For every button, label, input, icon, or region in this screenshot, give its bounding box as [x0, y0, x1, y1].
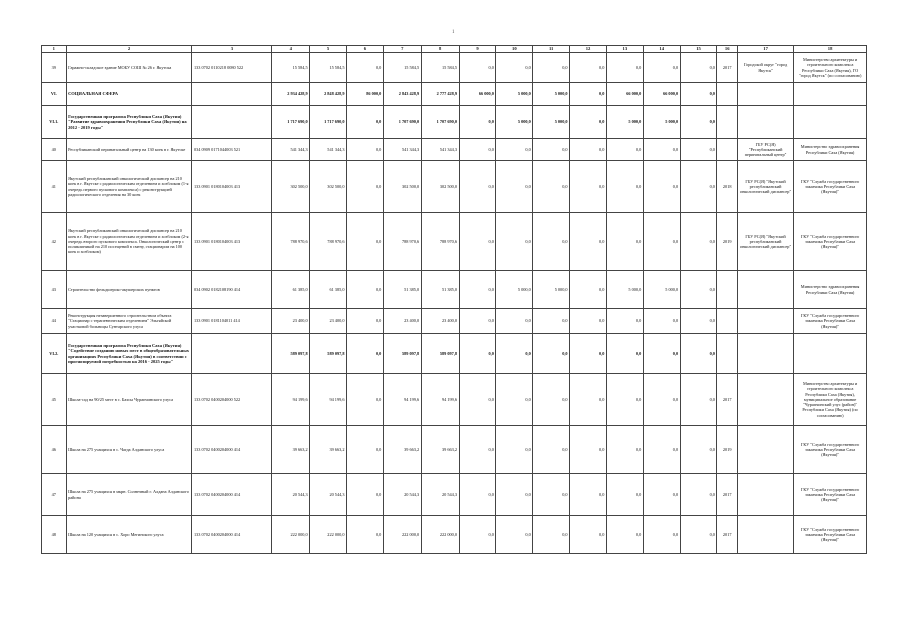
column-number: 15 [680, 46, 717, 53]
column-number: 18 [794, 46, 867, 53]
table-cell: ГБУ РС(Я) "Якутский республиканский онкологический диспансер" [737, 161, 793, 213]
table-cell: 20 544,3 [310, 474, 347, 516]
table-cell: 0,0 [346, 426, 383, 474]
table-cell: 61 385,0 [310, 271, 347, 309]
table-cell: 0,0 [570, 53, 607, 83]
section-row [42, 334, 867, 374]
table-cell: 15 584,5 [272, 53, 310, 83]
table-cell: Школа-сад на 90/25 мест в с. Бахсы Чурапчинского улуса [66, 374, 192, 426]
table-cell: 0,0 [606, 426, 643, 474]
table-cell: 0,0 [496, 426, 533, 474]
table-cell: Министерство архитектуры и строительного комплекса Республики Саха (Якутия), муниципальное образование "Чурапчинский улус (район)" Республики Саха (Якутия) (по согласованию) [794, 374, 867, 426]
table-cell [192, 83, 272, 106]
table-cell: 20 544,3 [421, 474, 459, 516]
table-cell: 1 707 690,0 [421, 106, 459, 139]
table-cell: 94 199,6 [310, 374, 347, 426]
table-cell: 66 000,0 [606, 83, 643, 106]
table-cell: 0,0 [570, 309, 607, 334]
table-cell: 302 500,0 [272, 161, 310, 213]
table-cell: 2017 [717, 374, 737, 426]
table-cell: 0,0 [346, 309, 383, 334]
table-cell: 0,0 [346, 213, 383, 271]
table-cell: 034 0902 0182108190 414 [192, 271, 272, 309]
table-cell: 222 000,0 [310, 516, 347, 554]
table-cell: 0,0 [680, 374, 717, 426]
table-cell: 0,0 [346, 516, 383, 554]
table-cell: 39 663,2 [421, 426, 459, 474]
table-cell: 2019 [717, 426, 737, 474]
table-cell: ГБУ РС(Я) "Республиканский перинатальный центр" [737, 139, 793, 161]
table-cell: 133 0702 0400204000 414 [192, 474, 272, 516]
table-cell: 0,0 [346, 161, 383, 213]
table-cell [737, 106, 793, 139]
table-cell: 0,0 [459, 474, 496, 516]
table-cell [737, 516, 793, 554]
table-cell: 0,0 [680, 53, 717, 83]
table-cell: 51 385,0 [383, 271, 421, 309]
table-cell: 0,0 [680, 426, 717, 474]
table-cell: 0,0 [570, 83, 607, 106]
table-cell: 0,0 [680, 83, 717, 106]
table-cell: 133 0901 0181104011 414 [192, 309, 272, 334]
table-row [42, 161, 867, 213]
column-number: 5 [310, 46, 347, 53]
table-cell: 133 0702 0400204000 522 [192, 374, 272, 426]
table-cell [717, 309, 737, 334]
table-cell: 0,0 [570, 213, 607, 271]
table-cell: 0,0 [643, 309, 680, 334]
table-cell: 61 385,0 [272, 271, 310, 309]
table-cell: 0,0 [459, 309, 496, 334]
column-number: 16 [717, 46, 737, 53]
table-cell: 0,0 [496, 213, 533, 271]
table-cell: ГКУ "Служба государственного заказчика Республики Саха (Якутия)" [794, 309, 867, 334]
table-cell: 0,0 [346, 474, 383, 516]
table-cell: 0,0 [459, 271, 496, 309]
section-row [42, 106, 867, 139]
table-cell: 23 400,0 [421, 309, 459, 334]
table-cell: 0,0 [533, 516, 570, 554]
table-cell: 5 000,0 [496, 271, 533, 309]
table-cell: Гаражно-складское здание МОБУ СОШ № 26 г. Якутска [66, 53, 192, 83]
table-cell: Реконструкция незавершенного строительством объекта "Стационар с терапевтическим отделением" Эльгяйской участковой больницы Сунтарского улуса [66, 309, 192, 334]
table-cell: 48 [42, 516, 67, 554]
table-cell [737, 474, 793, 516]
column-number: 4 [272, 46, 310, 53]
table-cell: 0,0 [570, 139, 607, 161]
table-cell: 43 [42, 271, 67, 309]
table-cell [717, 83, 737, 106]
table-cell: Строительство фельдшерско-акушерских пунктов [66, 271, 192, 309]
table-cell [794, 106, 867, 139]
table-row [42, 474, 867, 516]
table-cell: 541 344,3 [383, 139, 421, 161]
table-cell: 589 097,8 [310, 334, 347, 374]
table-cell: 0,0 [570, 161, 607, 213]
table-cell: ГБУ РС(Я) "Якутский республиканский онкологический диспансер" [737, 213, 793, 271]
table-cell: 94 199,6 [421, 374, 459, 426]
table-row [42, 309, 867, 334]
table-cell: 302 500,0 [421, 161, 459, 213]
table-cell: 0,0 [570, 516, 607, 554]
table-cell: 222 000,0 [272, 516, 310, 554]
page-marker: 1 [452, 30, 455, 35]
table-cell: 0,0 [680, 161, 717, 213]
table-cell [737, 309, 793, 334]
table-row [42, 426, 867, 474]
table-cell: 0,0 [643, 161, 680, 213]
table-cell: 45 [42, 374, 67, 426]
column-number: 8 [421, 46, 459, 53]
table-cell: Якутский республиканский онкологический диспансер на 210 коек в г. Якутске с радиологическим отделением и хозблоком (1-я очередь первого пускового комплекса) с реконструкцией радиологического отделения на 30 коек [66, 161, 192, 213]
table-cell: VI.1. [42, 106, 67, 139]
column-number: 11 [533, 46, 570, 53]
table-cell: 39 663,2 [383, 426, 421, 474]
column-number: 13 [606, 46, 643, 53]
table-cell: 0,0 [680, 516, 717, 554]
table-cell: 541 344,3 [421, 139, 459, 161]
table-cell: 0,0 [680, 474, 717, 516]
table-cell: 0,0 [570, 426, 607, 474]
table-cell [737, 271, 793, 309]
table-cell: 0,0 [459, 334, 496, 374]
table-cell: ГКУ "Служба государственного заказчика Республики Саха (Якутия)" [794, 213, 867, 271]
table-cell: 0,0 [346, 271, 383, 309]
table-cell: 5 000,0 [606, 106, 643, 139]
table-cell: 0,0 [533, 334, 570, 374]
table-cell: 0,0 [496, 334, 533, 374]
table-cell: 0,0 [680, 213, 717, 271]
column-number: 2 [66, 46, 192, 53]
table-cell: 2017 [717, 53, 737, 83]
table-cell: 541 344,3 [272, 139, 310, 161]
table-cell: 2 934 428,9 [272, 83, 310, 106]
table-cell: 788 970,6 [272, 213, 310, 271]
table-cell: 39 663,2 [310, 426, 347, 474]
table-cell: 0,0 [346, 139, 383, 161]
table-cell: 0,0 [570, 271, 607, 309]
table-cell: 5 000,0 [643, 106, 680, 139]
table-cell: 133 0901 0180104003 413 [192, 213, 272, 271]
table-cell: 5 000,0 [496, 83, 533, 106]
table-cell: 15 584,5 [421, 53, 459, 83]
table-cell: 0,0 [459, 139, 496, 161]
table-cell: 0,0 [643, 474, 680, 516]
table-cell: 5 000,0 [643, 271, 680, 309]
table-cell: 0,0 [346, 106, 383, 139]
table-cell: 0,0 [680, 309, 717, 334]
table-cell: 5 000,0 [533, 271, 570, 309]
table-cell: Министерство здравоохранения Республики Саха (Якутия) [794, 139, 867, 161]
table-cell: 66 000,0 [643, 83, 680, 106]
table-cell: 133 0702 0110218 0080 522 [192, 53, 272, 83]
table-cell: 0,0 [570, 334, 607, 374]
table-cell: 42 [42, 213, 67, 271]
table-cell: 0,0 [459, 426, 496, 474]
table-cell: 0,0 [346, 53, 383, 83]
column-number: 17 [737, 46, 793, 53]
table-cell: 0,0 [346, 374, 383, 426]
table-cell: 23 400,0 [272, 309, 310, 334]
table-cell: 0,0 [570, 106, 607, 139]
table-cell: 2017 [717, 474, 737, 516]
investment-program-table [41, 45, 867, 554]
table-cell: 0,0 [346, 334, 383, 374]
table-cell: 5 000,0 [533, 83, 570, 106]
table-cell: 0,0 [533, 53, 570, 83]
column-number: 9 [459, 46, 496, 53]
table-cell: 20 544,3 [383, 474, 421, 516]
table-cell: 20 544,3 [272, 474, 310, 516]
table-cell: 0,0 [643, 334, 680, 374]
table-cell: 0,0 [533, 426, 570, 474]
table-body [42, 46, 867, 554]
table-cell: 0,0 [680, 271, 717, 309]
table-cell: 0,0 [680, 106, 717, 139]
table-cell: 0,0 [459, 53, 496, 83]
table-cell: Школа на 275 учащихся в мкрн. Солнечный г. Алдана Алданского района [66, 474, 192, 516]
table-cell: VI.2. [42, 334, 67, 374]
table-cell: ГКУ "Служба государственного заказчика Республики Саха (Якутия)" [794, 426, 867, 474]
table-cell: 0,0 [533, 161, 570, 213]
table-cell: 0,0 [606, 374, 643, 426]
table-cell: 0,0 [643, 53, 680, 83]
column-number: 6 [346, 46, 383, 53]
table-cell: 2 843 428,9 [383, 83, 421, 106]
table-cell: 15 584,5 [310, 53, 347, 83]
table-cell: 86 000,0 [346, 83, 383, 106]
table-cell: 0,0 [496, 309, 533, 334]
table-cell: 133 0702 0400204000 414 [192, 516, 272, 554]
table-cell: 51 385,0 [421, 271, 459, 309]
table-cell: 788 970,6 [310, 213, 347, 271]
table-cell: 5 000,0 [606, 271, 643, 309]
table-cell: 302 500,0 [310, 161, 347, 213]
table-cell: 0,0 [459, 374, 496, 426]
table-cell: Республиканский перинатальный центр на 130 коек в г. Якутске [66, 139, 192, 161]
table-cell: 0,0 [533, 213, 570, 271]
table-cell: 222 000,0 [383, 516, 421, 554]
table-cell: 2 777 428,9 [421, 83, 459, 106]
table-cell: 0,0 [459, 106, 496, 139]
table-cell: 40 [42, 139, 67, 161]
column-number: 3 [192, 46, 272, 53]
table-cell: 5 000,0 [533, 106, 570, 139]
column-number: 14 [643, 46, 680, 53]
table-cell [737, 426, 793, 474]
table-cell: 66 000,0 [459, 83, 496, 106]
table-cell: Министерство здравоохранения Республики Саха (Якутия) [794, 271, 867, 309]
table-cell: 1 717 690,0 [310, 106, 347, 139]
table-cell [192, 106, 272, 139]
table-cell: 0,0 [496, 474, 533, 516]
table-cell: ГКУ "Служба государственного заказчика Республики Саха (Якутия)" [794, 474, 867, 516]
table-cell: Школа на 275 учащихся в с. Чагда Алданского улуса [66, 426, 192, 474]
table-cell [737, 374, 793, 426]
table-cell: 1 717 690,0 [272, 106, 310, 139]
table-cell: 15 584,5 [383, 53, 421, 83]
table-cell: 0,0 [459, 213, 496, 271]
table-cell: 0,0 [606, 213, 643, 271]
table-cell: 034 0909 0171044003 521 [192, 139, 272, 161]
table-cell: 788 970,6 [383, 213, 421, 271]
table-cell: 0,0 [643, 426, 680, 474]
column-number-row [42, 46, 867, 53]
table-row [42, 213, 867, 271]
table-cell: 5 000,0 [496, 106, 533, 139]
table-cell: Якутский республиканский онкологический диспансер на 210 коек в г. Якутске с радиологическим отделением и хозблоком (2-я очередь второго пускового комплекса. Онкологический центр с поликлиникой на 210 посещений в смену, стационаром на 100 коек и хозблоком) [66, 213, 192, 271]
table-cell: 0,0 [606, 139, 643, 161]
table-cell: 0,0 [533, 139, 570, 161]
column-number: 12 [570, 46, 607, 53]
table-cell: 0,0 [606, 309, 643, 334]
table-cell: 0,0 [606, 516, 643, 554]
table-cell: 1 707 690,0 [383, 106, 421, 139]
table-cell: 0,0 [643, 516, 680, 554]
table-cell: 0,0 [606, 53, 643, 83]
table-cell: 788 970,6 [421, 213, 459, 271]
table-cell: СОЦИАЛЬНАЯ СФЕРА [66, 83, 192, 106]
column-number: 7 [383, 46, 421, 53]
table-row [42, 271, 867, 309]
table-cell: 0,0 [496, 161, 533, 213]
table-row [42, 374, 867, 426]
table-cell: 133 0901 0180104003 413 [192, 161, 272, 213]
table-cell: 47 [42, 474, 67, 516]
table-cell: 0,0 [533, 309, 570, 334]
table-cell [737, 83, 793, 106]
table-cell: Школа на 120 учащихся в с. Хоро Мегинского улуса [66, 516, 192, 554]
table-cell [794, 334, 867, 374]
section-row [42, 83, 867, 106]
table-cell: 0,0 [643, 374, 680, 426]
table-row [42, 139, 867, 161]
table-cell: VI. [42, 83, 67, 106]
table-cell: 23 400,0 [310, 309, 347, 334]
table-cell: 0,0 [570, 474, 607, 516]
table-cell: 2017 [717, 516, 737, 554]
table-cell: Городской округ "город Якутск" [737, 53, 793, 83]
table-cell: 0,0 [533, 374, 570, 426]
table-cell: 2 848 428,9 [310, 83, 347, 106]
table-cell: 44 [42, 309, 67, 334]
table-cell: 133 0702 0400204000 414 [192, 426, 272, 474]
table-cell: 0,0 [496, 374, 533, 426]
table-cell: 46 [42, 426, 67, 474]
table-cell: 0,0 [459, 516, 496, 554]
table-cell: 0,0 [533, 474, 570, 516]
table-cell: 0,0 [496, 516, 533, 554]
table-cell: 0,0 [606, 474, 643, 516]
table-cell [717, 139, 737, 161]
table-cell: Министерство архитектуры и строительного комплекса Республики Саха (Якутия), ГО "город Якутск" (по согласованию) [794, 53, 867, 83]
table-cell: 0,0 [606, 334, 643, 374]
table-cell: 2019 [717, 213, 737, 271]
table-cell: 0,0 [496, 53, 533, 83]
table-cell [717, 106, 737, 139]
table-cell: 23 400,0 [383, 309, 421, 334]
table-cell: 0,0 [496, 139, 533, 161]
table-cell [192, 334, 272, 374]
table-cell [737, 334, 793, 374]
table-cell: 0,0 [570, 374, 607, 426]
table-cell: 0,0 [680, 139, 717, 161]
table-cell: 0,0 [459, 161, 496, 213]
table-cell: 41 [42, 161, 67, 213]
column-number: 1 [42, 46, 67, 53]
table-cell: 0,0 [680, 334, 717, 374]
table-cell: 589 097,8 [272, 334, 310, 374]
table-cell: 39 663,2 [272, 426, 310, 474]
table-cell [794, 83, 867, 106]
table-row [42, 516, 867, 554]
table-cell: 589 097,8 [383, 334, 421, 374]
table-cell: ГКУ "Служба государственного заказчика Республики Саха (Якутия)" [794, 516, 867, 554]
table-cell: 39 [42, 53, 67, 83]
table-cell: 0,0 [643, 213, 680, 271]
table-cell: 0,0 [606, 161, 643, 213]
table-cell: ГКУ "Служба государственного заказчика Республики Саха (Якутия)" [794, 161, 867, 213]
table-cell: 94 199,6 [383, 374, 421, 426]
column-number: 10 [496, 46, 533, 53]
table-cell: Государственная программа Республики Саха (Якутия) "Содействие созданию новых мест в общеобразовательных организациях Республики Саха (Якутия) в соответствии с прогнозируемой потребностью на 2016 - 2025 годы" [66, 334, 192, 374]
table-cell: Государственная программа Республики Саха (Якутия) "Развитие здравоохранения Республики Саха (Якутия) на 2012 - 2019 годы" [66, 106, 192, 139]
table-cell: 0,0 [643, 139, 680, 161]
table-cell [717, 334, 737, 374]
table-cell: 541 344,3 [310, 139, 347, 161]
table-cell: 2018 [717, 161, 737, 213]
table-cell: 302 500,0 [383, 161, 421, 213]
table-cell: 589 097,8 [421, 334, 459, 374]
table-cell [717, 271, 737, 309]
table-cell: 222 000,0 [421, 516, 459, 554]
table-cell: 94 199,6 [272, 374, 310, 426]
table-row [42, 53, 867, 83]
